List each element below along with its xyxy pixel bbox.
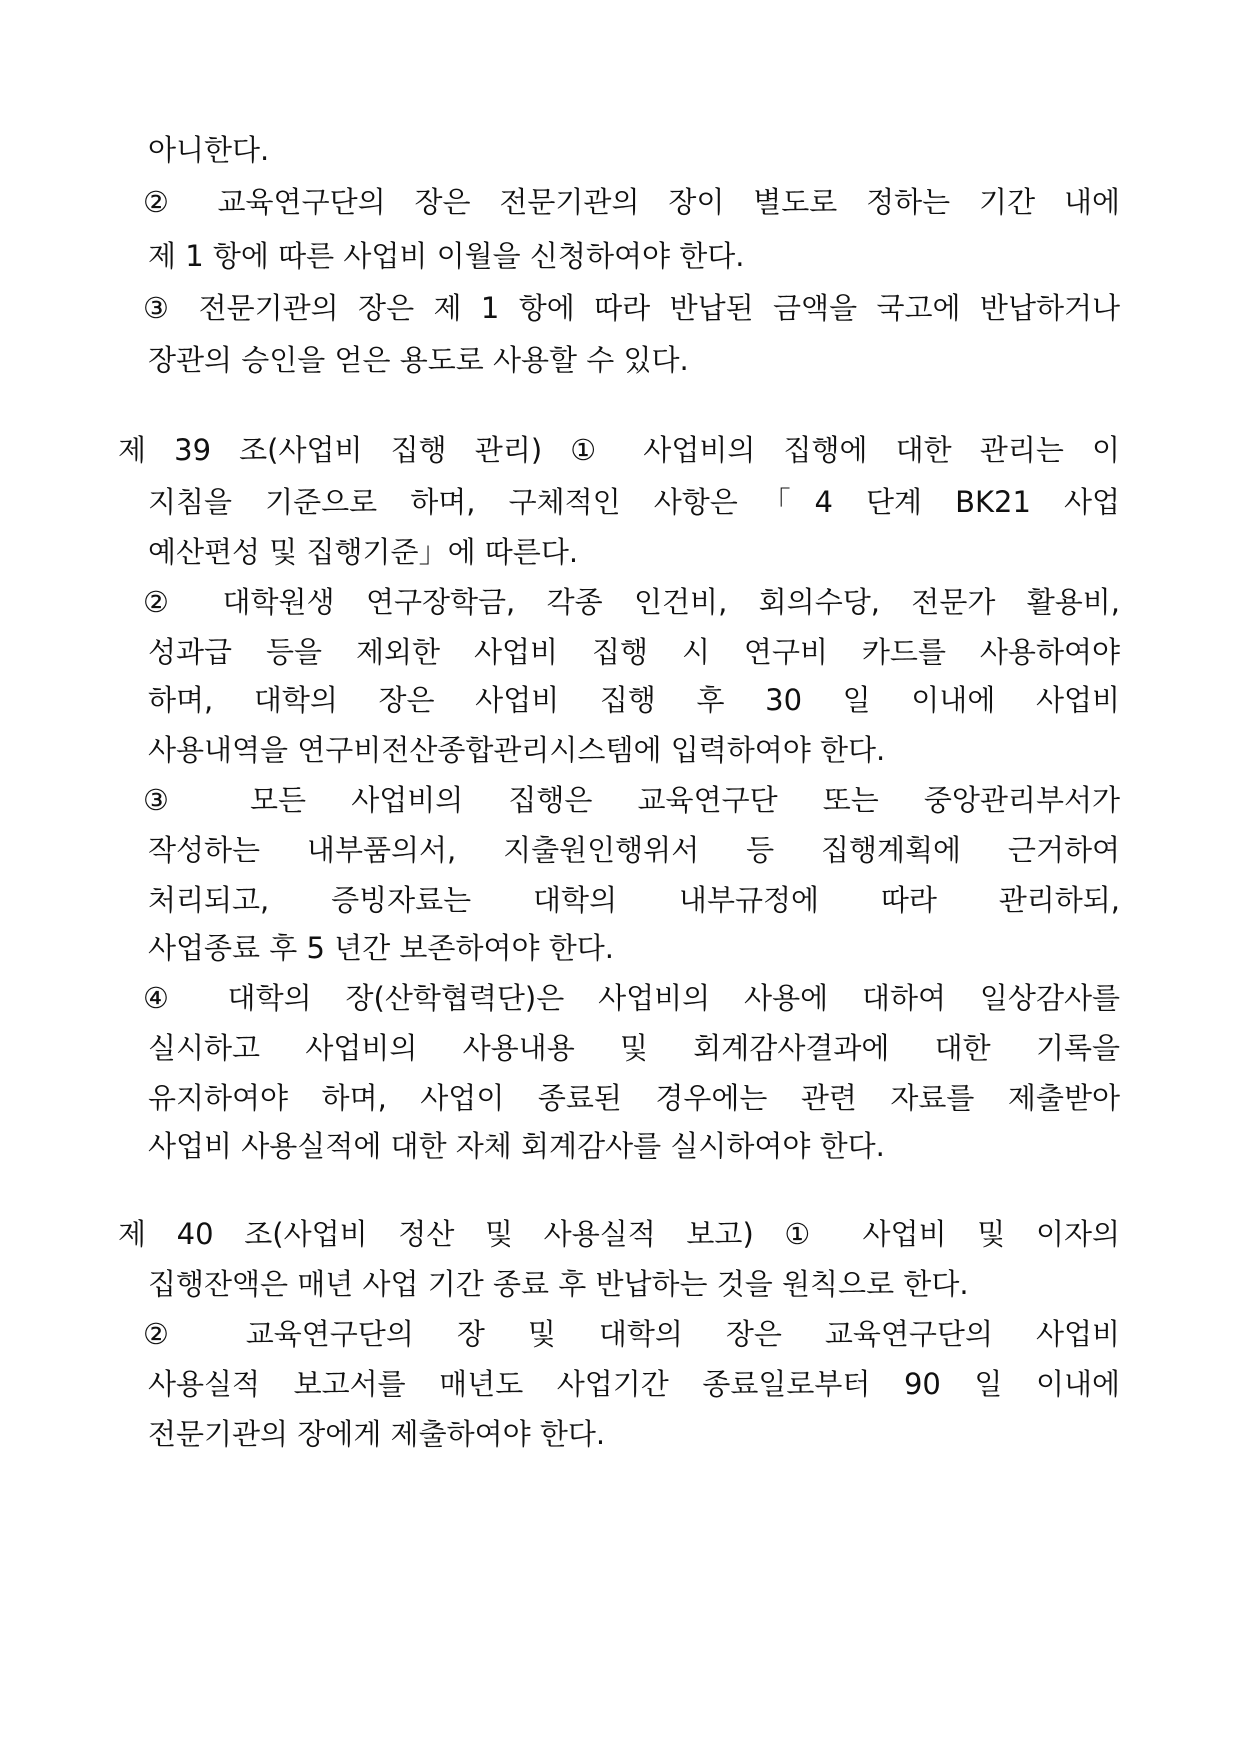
paragraph-line: ③ 모든 사업비의 집행은 교육연구단 또는 중앙관리부서가 bbox=[143, 783, 1120, 817]
paragraph-line: ③ 전문기관의 장은 제 1 항에 따라 반납된 금액을 국고에 반납하거나 bbox=[143, 291, 1120, 325]
paragraph-line: 집행잔액은 매년 사업 기간 종료 후 반납하는 것을 원칙으로 한다. bbox=[148, 1267, 969, 1301]
paragraph-line: 유지하여야 하며, 사업이 종료된 경우에는 관련 자료를 제출받아 bbox=[148, 1081, 1120, 1115]
paragraph-line: 제 1 항에 따른 사업비 이월을 신청하여야 한다. bbox=[148, 239, 745, 273]
paragraph-line: 처리되고, 증빙자료는 대학의 내부규정에 따라 관리하되, bbox=[148, 883, 1120, 917]
paragraph-line: 예산편성 및 집행기준」에 따른다. bbox=[148, 535, 579, 569]
paragraph-line: 지침을 기준으로 하며, 구체적인 사항은「4 단계 BK21 사업 bbox=[148, 485, 1120, 519]
paragraph-line: 사업종료 후 5 년간 보존하여야 한다. bbox=[148, 931, 614, 965]
paragraph-line: 장관의 승인을 얻은 용도로 사용할 수 있다. bbox=[148, 343, 689, 377]
paragraph-line: 전문기관의 장에게 제출하여야 한다. bbox=[148, 1417, 606, 1451]
paragraph-line: 사용실적 보고서를 매년도 사업기간 종료일로부터 90 일 이내에 bbox=[148, 1367, 1120, 1401]
paragraph-line: 성과급 등을 제외한 사업비 집행 시 연구비 카드를 사용하여야 bbox=[148, 635, 1120, 669]
paragraph-line: 실시하고 사업비의 사용내용 및 회계감사결과에 대한 기록을 bbox=[148, 1031, 1120, 1065]
paragraph-line: 작성하는 내부품의서, 지출원인행위서 등 집행계획에 근거하여 bbox=[148, 833, 1120, 867]
article-heading-39: 제 39 조(사업비 집행 관리) ① 사업비의 집행에 대한 관리는 이 bbox=[118, 433, 1120, 467]
paragraph-line: 사용내역을 연구비전산종합관리시스템에 입력하여야 한다. bbox=[148, 733, 886, 767]
paragraph-line: ④ 대학의 장(산학협력단)은 사업비의 사용에 대하여 일상감사를 bbox=[143, 981, 1120, 1015]
paragraph-line: ② 교육연구단의 장은 전문기관의 장이 별도로 정하는 기간 내에 bbox=[143, 185, 1120, 219]
paragraph-line: 아니한다. bbox=[148, 133, 270, 167]
article-heading-40: 제 40 조(사업비 정산 및 사용실적 보고) ① 사업비 및 이자의 bbox=[118, 1217, 1120, 1251]
paragraph-line: ② 교육연구단의 장 및 대학의 장은 교육연구단의 사업비 bbox=[143, 1317, 1120, 1351]
paragraph-line: 하며, 대학의 장은 사업비 집행 후 30 일 이내에 사업비 bbox=[148, 683, 1120, 717]
paragraph-line: ② 대학원생 연구장학금, 각종 인건비, 회의수당, 전문가 활용비, bbox=[143, 585, 1120, 619]
paragraph-line: 사업비 사용실적에 대한 자체 회계감사를 실시하여야 한다. bbox=[148, 1129, 885, 1163]
